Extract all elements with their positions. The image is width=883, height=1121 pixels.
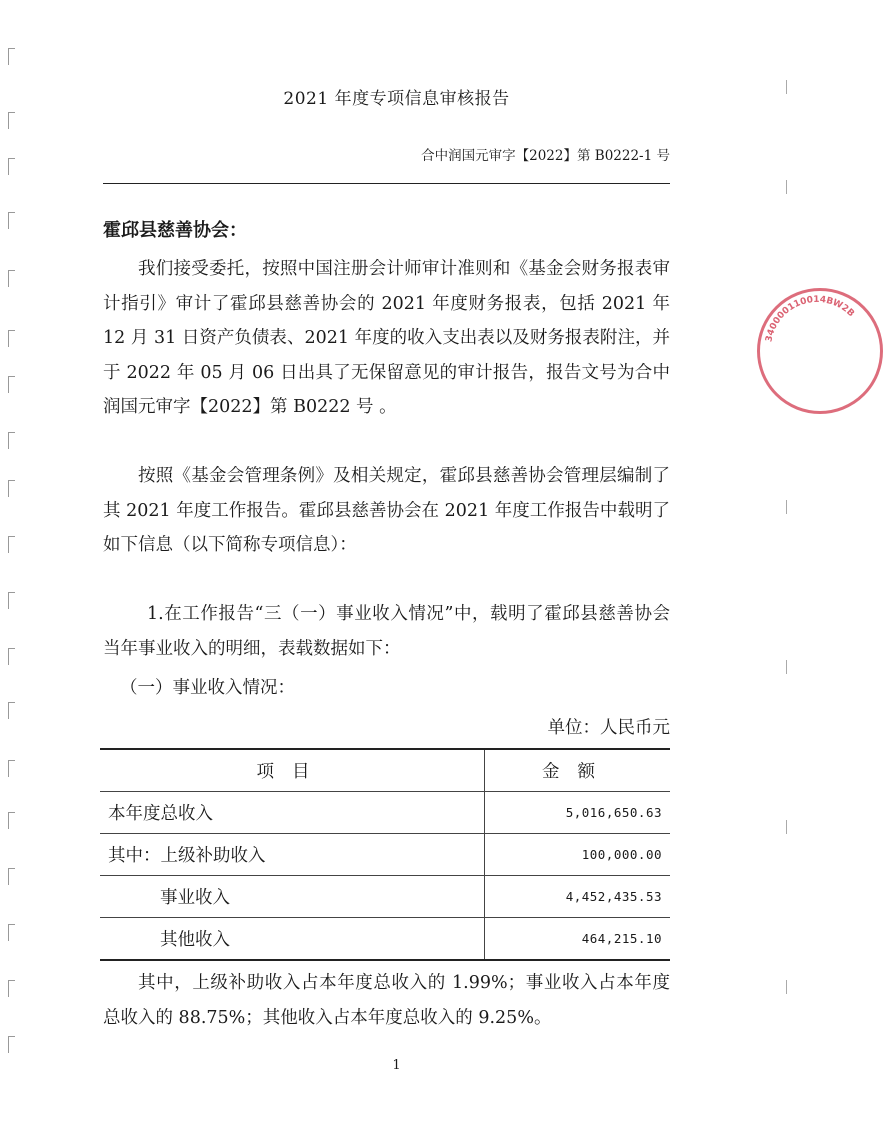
- header-amount: 金额: [485, 749, 671, 792]
- row-amount: 464,215.10: [485, 918, 671, 961]
- income-table: [100, 748, 670, 961]
- addressee: 霍邱县慈善协会：: [103, 220, 247, 241]
- table-row: [100, 876, 670, 918]
- seal-ring-text: [757, 288, 877, 408]
- unit-label: 单位：人民币元: [547, 718, 670, 738]
- body-paragraph-3: 1.在工作报告“三（一）事业收入情况”中，载明了霍邱县慈善协会当年事业收入的明细，表载数据如下：: [103, 604, 670, 659]
- right-binding-marks: [783, 40, 787, 1080]
- table-header-row: [100, 749, 670, 792]
- report-title: 2021 年度专项信息审核报告: [283, 89, 510, 109]
- document-number: 合中润国元审字【2022】第 B0222-1 号: [421, 148, 670, 164]
- row-label: 其他收入: [100, 918, 485, 961]
- closing-paragraph: 其中，上级补助收入占本年度总收入的 1.99%；事业收入占本年度总收入的 88.75%；其他收入占本年度总收入的 9.25%。: [103, 973, 670, 1028]
- row-amount: 5,016,650.63: [485, 792, 671, 834]
- table-row: [100, 918, 670, 961]
- row-label: 其中：上级补助收入: [100, 834, 485, 876]
- svg-text:340000110014BW2B: 340000110014BW2B: [764, 294, 856, 343]
- row-label: 事业收入: [100, 876, 485, 918]
- header-divider: [103, 183, 670, 184]
- row-label: 本年度总收入: [100, 792, 485, 834]
- page-number: 1: [392, 1058, 401, 1073]
- section-heading: （一）事业收入情况：: [120, 678, 295, 698]
- body-paragraph-1: 我们接受委托，按照中国注册会计师审计准则和《基金会财务报表审计指引》审计了霍邱县慈善协会的 2021 年度财务报表，包括 2021 年 12 月 31 日资产负债表、2021 年度的收入支出表以及财务报表附注，并于 2022 年 05 月 06 日出具了无保留意见的审计报告，报告文号为合中润国元审字【2022】第 B0222 号 。: [103, 259, 670, 417]
- table-row: [100, 792, 670, 834]
- official-seal-stamp: [757, 288, 883, 414]
- body-paragraph-2: 按照《基金会管理条例》及相关规定，霍邱县慈善协会管理层编制了其 2021 年度工作报告。霍邱县慈善协会在 2021 年度工作报告中载明了如下信息（以下简称专项信息）：: [103, 466, 670, 555]
- left-binding-marks: [8, 40, 16, 1080]
- header-item: 项目: [100, 749, 485, 792]
- table-row: [100, 834, 670, 876]
- row-amount: 100,000.00: [485, 834, 671, 876]
- row-amount: 4,452,435.53: [485, 876, 671, 918]
